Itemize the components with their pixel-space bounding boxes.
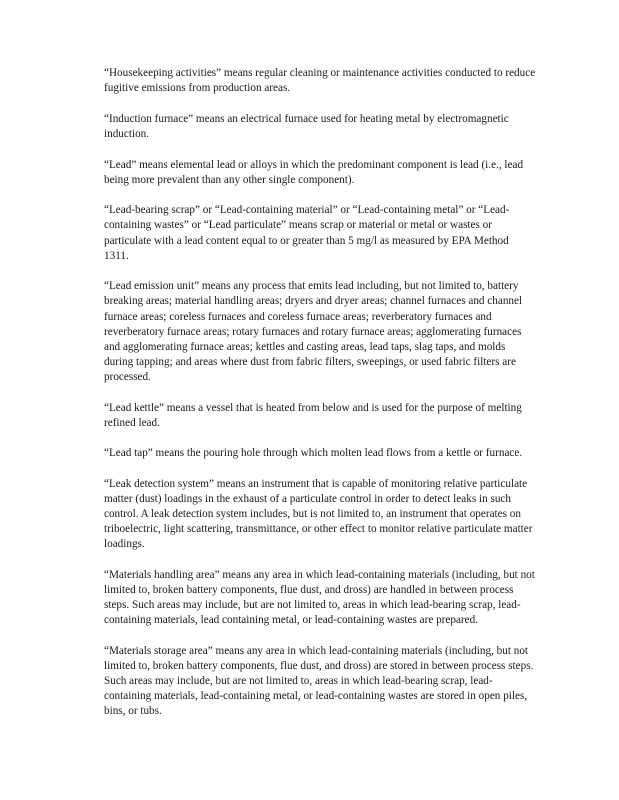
definition-materials-storage-area: “Materials storage area” means any area in which lead-containing materials (including, but not limited to, broken battery components, flue dust, and dross) are stored in between process steps. Such areas may include, but are not limited to, areas in which lead-bearing scrap, lead-containing materials, lead-containing metal, or lead-containing wastes are stored in open piles, bins, or tubs.: [104, 645, 534, 718]
definition-lead-kettle: “Lead kettle” means a vessel that is heated from below and is used for the purpose of melting refined lead.: [104, 401, 522, 429]
document-body: [104, 66, 536, 735]
definition-lead: “Lead” means elemental lead or alloys in which the predominant component is lead (i.e., lead being more prevalent than any other single component).: [104, 158, 524, 186]
definition-lead-bearing-scrap: “Lead-bearing scrap” or “Lead-containing material” or “Lead-containing metal” or “Lead-containing wastes” or “Lead particulate” means scrap or material or metal or wastes or particulate with a lead content equal to or greater than 5 mg/l as measured by EPA Method 1311.: [104, 204, 510, 262]
definition-lead-tap: “Lead tap” means the pouring hole through which molten lead flows from a kettle or furnace.: [104, 447, 523, 460]
definition-materials-handling-area: “Materials handling area” means any area in which lead-containing materials (including, but not limited to, broken battery components, flue dust, and dross) are handled in between process steps. Such areas may include, but are not limited to, areas in which lead-bearing scrap, lead-containing materials, lead containing metal, or lead-containing wastes are prepared.: [104, 569, 535, 627]
definition-leak-detection-system: “Leak detection system” means an instrument that is capable of monitoring relative particulate matter (dust) loadings in the exhaust of a particulate control in order to detect leaks in such control. A leak detection system includes, but is not limited to, an instrument that operates on triboelectric, light scattering, transmittance, or other effect to monitor relative particulate matter loadings.: [104, 478, 533, 551]
definition-induction-furnace: “Induction furnace” means an electrical furnace used for heating metal by electromagnetic induction.: [104, 112, 509, 140]
definition-housekeeping-activities: “Housekeeping activities” means regular cleaning or maintenance activities conducted to reduce fugitive emissions from production areas.: [104, 67, 536, 95]
definition-lead-emission-unit: “Lead emission unit” means any process that emits lead including, but not limited to, battery breaking areas; material handling areas; dryers and dryer areas; channel furnaces and channel furnace areas; coreless furnaces and coreless furnace areas; reverberatory furnaces and reverberatory furnace areas; rotary furnaces and rotary furnace areas; agglomerating furnaces and agglomerating furnace areas; kettles and casting areas, lead taps, slag taps, and molds during tapping; and areas where dust from fabric filters, sweepings, or used fabric filters are processed.: [104, 280, 523, 383]
